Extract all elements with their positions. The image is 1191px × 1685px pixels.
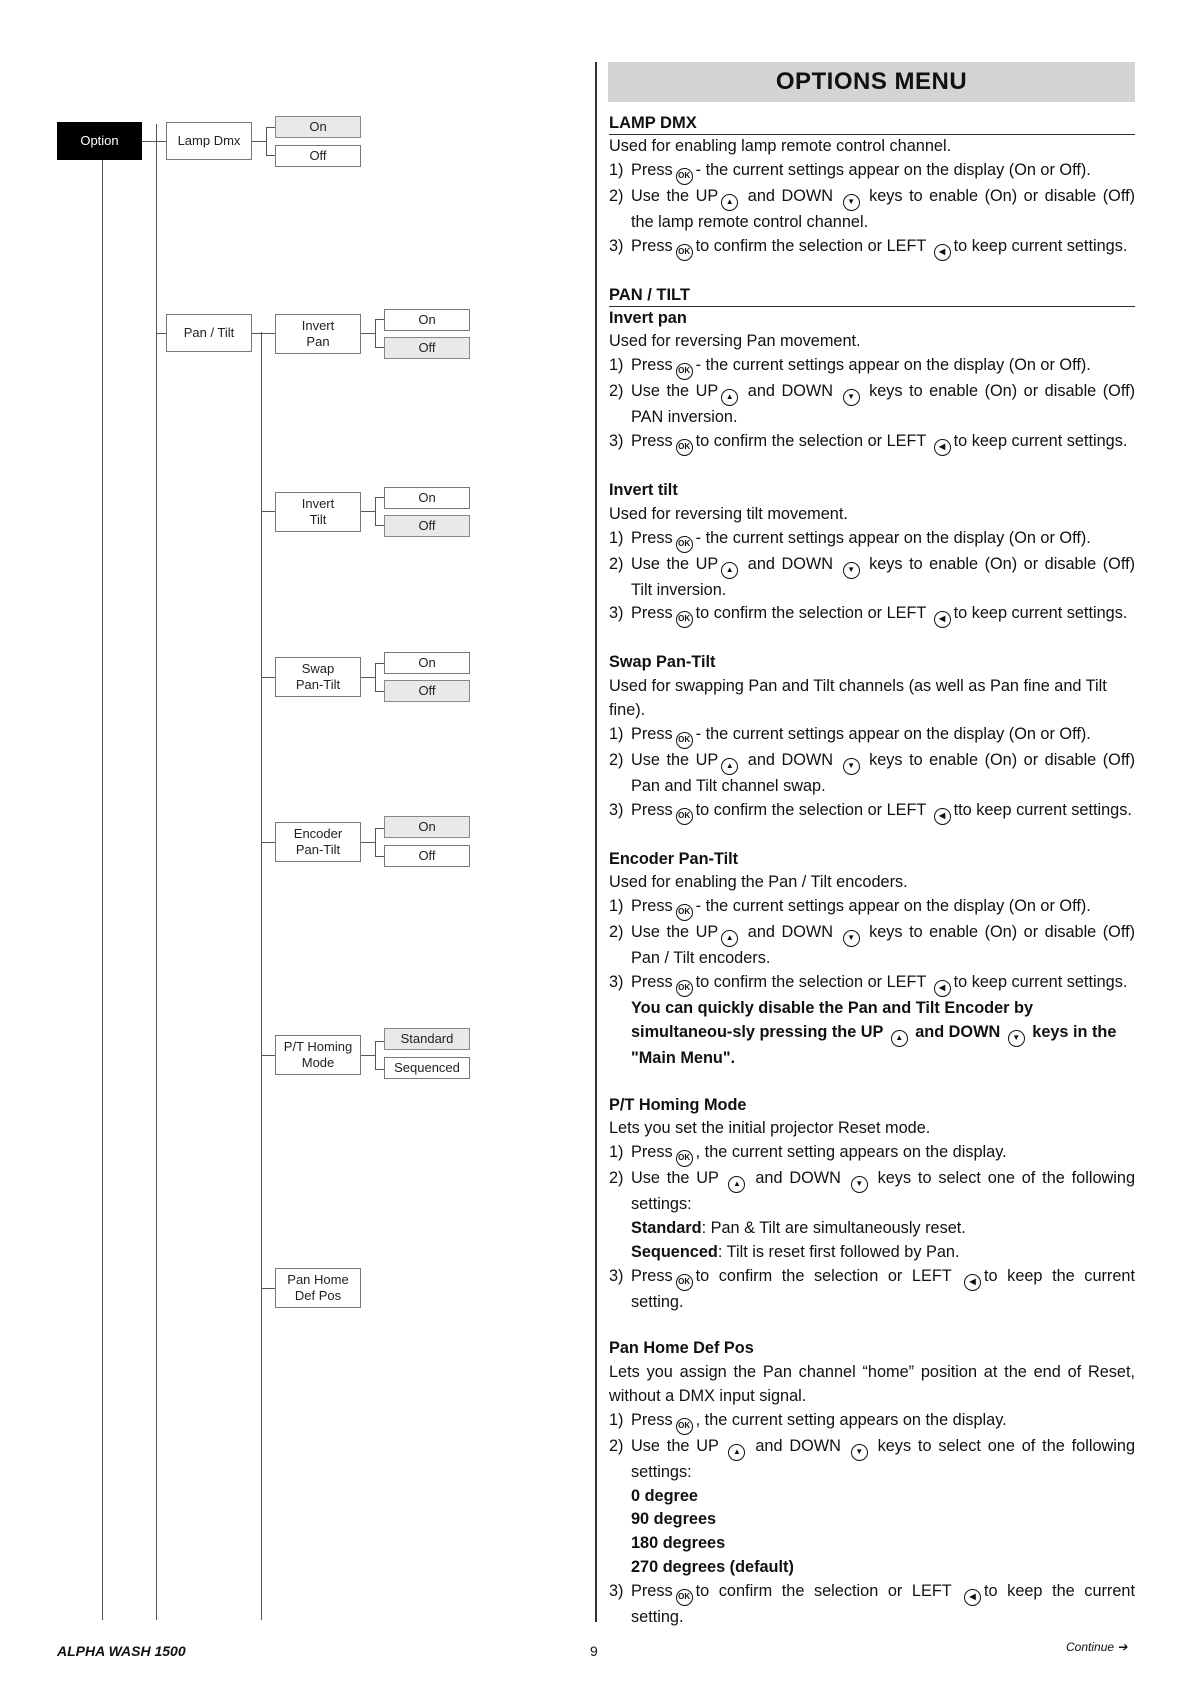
- down-key-icon: ▼: [843, 389, 860, 406]
- tree-node-lamp-dmx: Lamp Dmx: [166, 122, 252, 160]
- step: 1) Press OK - the current settings appear on the display (On or Off).: [609, 895, 1135, 921]
- ok-key-icon: OK: [676, 904, 693, 921]
- left-key-icon: ◀: [934, 439, 951, 456]
- step: 1) Press OK - the current settings appear on the display (On or Off).: [609, 723, 1135, 749]
- up-key-icon: ▲: [721, 194, 738, 211]
- subsection-title-invert-pan: Invert pan: [609, 308, 687, 327]
- tree-option-invert-pan-on: On: [384, 309, 470, 331]
- step: 2) Use the UP ▲ and DOWN ▼ keys to enable (On) or disable (Off) Tilt inversion.: [609, 554, 1136, 599]
- pan-home-option: 270 degrees (default): [631, 1557, 794, 1576]
- tree-option-invert-pan-off: Off: [384, 337, 470, 359]
- section-desc: Used for swapping Pan and Tilt channels (as well as Pan fine and Tilt fine).: [609, 677, 1107, 719]
- tree-node-pan-tilt: Pan / Tilt: [166, 314, 252, 352]
- section-desc: Lets you set the initial projector Reset mode.: [609, 1119, 931, 1138]
- step: 3) Press OK to confirm the selection or LEFT ◀ to keep current settings.: [609, 235, 1135, 261]
- tree-option-lamp-dmx-on: On: [275, 116, 361, 138]
- step: 1) Press OK - the current settings appear on the display (On or Off).: [609, 527, 1135, 553]
- ok-key-icon: OK: [676, 1418, 693, 1435]
- subsection-title-pt-homing-mode: P/T Homing Mode: [609, 1095, 747, 1114]
- ok-key-icon: OK: [676, 363, 693, 380]
- down-key-icon: ▼: [843, 562, 860, 579]
- step: 2) Use the UP ▲ and DOWN ▼ keys to enable (On) or disable (Off) Pan / Tilt encoders.: [609, 923, 1136, 968]
- tree-option-invert-tilt-on: On: [384, 487, 470, 509]
- section-desc: Used for enabling lamp remote control channel.: [609, 137, 952, 155]
- down-key-icon: ▼: [851, 1444, 868, 1461]
- step: 3) Press OK to confirm the selection or LEFT ◀ tto keep current settings.: [609, 799, 1135, 825]
- tree-node-invert-pan: Invert Pan: [275, 314, 361, 354]
- left-key-icon: ◀: [934, 980, 951, 997]
- encoder-note: You can quickly disable the Pan and Tilt Encoder by simultaneou-sly pressing the UP ▲ and DOWN ▼ keys in the "Main Menu".: [631, 998, 1117, 1067]
- homing-option-sequenced: Sequenced: Tilt is reset first followed by Pan.: [631, 1242, 960, 1261]
- step: 1) Press OK - the current settings appear on the display (On or Off).: [609, 159, 1135, 185]
- ok-key-icon: OK: [676, 980, 693, 997]
- subsection-title-invert-tilt: Invert tilt: [609, 480, 678, 499]
- pan-home-option: 0 degree: [631, 1486, 698, 1505]
- step: 1) Press OK , the current setting appears on the display.: [609, 1409, 1135, 1435]
- footer-product-name: ALPHA WASH 1500: [57, 1643, 186, 1659]
- step: 3) Press OK to confirm the selection or LEFT ◀ to keep the current setting.: [609, 1266, 1135, 1311]
- subsection-title-swap-pan-tilt: Swap Pan-Tilt: [609, 653, 716, 672]
- up-key-icon: ▲: [721, 758, 738, 775]
- tree-option-encoder-on: On: [384, 816, 470, 838]
- section-title-pan-tilt: PAN / TILT: [609, 284, 1135, 307]
- ok-key-icon: OK: [676, 1150, 693, 1167]
- tree-node-invert-tilt: Invert Tilt: [275, 492, 361, 532]
- down-key-icon: ▼: [851, 1176, 868, 1193]
- up-key-icon: ▲: [728, 1444, 745, 1461]
- ok-key-icon: OK: [676, 536, 693, 553]
- ok-key-icon: OK: [676, 732, 693, 749]
- tree-option-swap-on: On: [384, 652, 470, 674]
- tree-node-pan-home-def-pos: Pan Home Def Pos: [275, 1268, 361, 1308]
- ok-key-icon: OK: [676, 168, 693, 185]
- left-key-icon: ◀: [934, 611, 951, 628]
- options-content: [609, 112, 1135, 1630]
- step: 3) Press OK to confirm the selection or LEFT ◀ to keep current settings.: [609, 430, 1135, 456]
- ok-key-icon: OK: [676, 1274, 693, 1291]
- left-key-icon: ◀: [964, 1589, 981, 1606]
- tree-option-lamp-dmx-off: Off: [275, 145, 361, 167]
- section-desc: Lets you assign the Pan channel “home” position at the end of Reset, without a DMX input signal.: [609, 1363, 1135, 1405]
- up-key-icon: ▲: [721, 930, 738, 947]
- tree-option-encoder-off: Off: [384, 845, 470, 867]
- ok-key-icon: OK: [676, 439, 693, 456]
- down-key-icon: ▼: [843, 930, 860, 947]
- pan-home-option: 90 degrees: [631, 1510, 717, 1529]
- ok-key-icon: OK: [676, 611, 693, 628]
- left-key-icon: ◀: [934, 244, 951, 261]
- down-key-icon: ▼: [843, 758, 860, 775]
- down-key-icon: ▼: [843, 194, 860, 211]
- up-key-icon: ▲: [728, 1176, 745, 1193]
- column-divider: [595, 62, 597, 1622]
- homing-option-standard: Standard: Pan & Tilt are simultaneously reset.: [631, 1218, 966, 1237]
- page-number: 9: [590, 1643, 598, 1659]
- tree-root-option: Option: [57, 122, 142, 160]
- step: 1) Press OK - the current settings appear on the display (On or Off).: [609, 354, 1135, 380]
- step: 2) Use the UP ▲ and DOWN ▼ keys to select one of the following settings:: [609, 1169, 1135, 1214]
- tree-node-encoder-pan-tilt: Encoder Pan-Tilt: [275, 822, 361, 862]
- pan-home-option: 180 degrees: [631, 1534, 726, 1553]
- page-title: OPTIONS MENU: [608, 62, 1135, 102]
- step: 2) Use the UP ▲ and DOWN ▼ keys to enable (On) or disable (Off) the lamp remote control channel.: [609, 186, 1136, 231]
- step: 3) Press OK to confirm the selection or LEFT ◀ to keep current settings.: [609, 971, 1135, 997]
- subsection-title-pan-home-def-pos: Pan Home Def Pos: [609, 1339, 754, 1358]
- up-key-icon: ▲: [721, 562, 738, 579]
- section-title-lamp-dmx: LAMP DMX: [609, 112, 1135, 135]
- tree-option-swap-off: Off: [384, 680, 470, 702]
- up-key-icon: ▲: [721, 389, 738, 406]
- down-key-icon: ▼: [1008, 1030, 1025, 1047]
- subsection-title-encoder-pan-tilt: Encoder Pan-Tilt: [609, 849, 739, 868]
- section-desc: Used for enabling the Pan / Tilt encoders.: [609, 873, 908, 892]
- step: 1) Press OK , the current setting appears on the display.: [609, 1141, 1135, 1167]
- tree-node-swap-pan-tilt: Swap Pan-Tilt: [275, 657, 361, 697]
- left-key-icon: ◀: [934, 808, 951, 825]
- section-desc: Used for reversing tilt movement.: [609, 504, 848, 523]
- step: 2) Use the UP ▲ and DOWN ▼ keys to enable (On) or disable (Off) PAN inversion.: [609, 382, 1136, 427]
- section-desc: Used for reversing Pan movement.: [609, 332, 861, 351]
- tree-option-homing-standard: Standard: [384, 1028, 470, 1050]
- ok-key-icon: OK: [676, 1589, 693, 1606]
- continue-label: Continue ➔: [1066, 1640, 1128, 1654]
- step: 2) Use the UP ▲ and DOWN ▼ keys to select one of the following settings:: [609, 1436, 1135, 1481]
- ok-key-icon: OK: [676, 808, 693, 825]
- step: 2) Use the UP ▲ and DOWN ▼ keys to enable (On) or disable (Off) Pan and Tilt channel swap.: [609, 750, 1136, 795]
- step: 3) Press OK to confirm the selection or LEFT ◀ to keep current settings.: [609, 602, 1135, 628]
- left-key-icon: ◀: [964, 1274, 981, 1291]
- ok-key-icon: OK: [676, 244, 693, 261]
- step: 3) Press OK to confirm the selection or LEFT ◀ to keep the current setting.: [609, 1581, 1135, 1626]
- tree-option-homing-sequenced: Sequenced: [384, 1057, 470, 1079]
- tree-node-pt-homing-mode: P/T Homing Mode: [275, 1035, 361, 1075]
- up-key-icon: ▲: [891, 1030, 908, 1047]
- tree-option-invert-tilt-off: Off: [384, 515, 470, 537]
